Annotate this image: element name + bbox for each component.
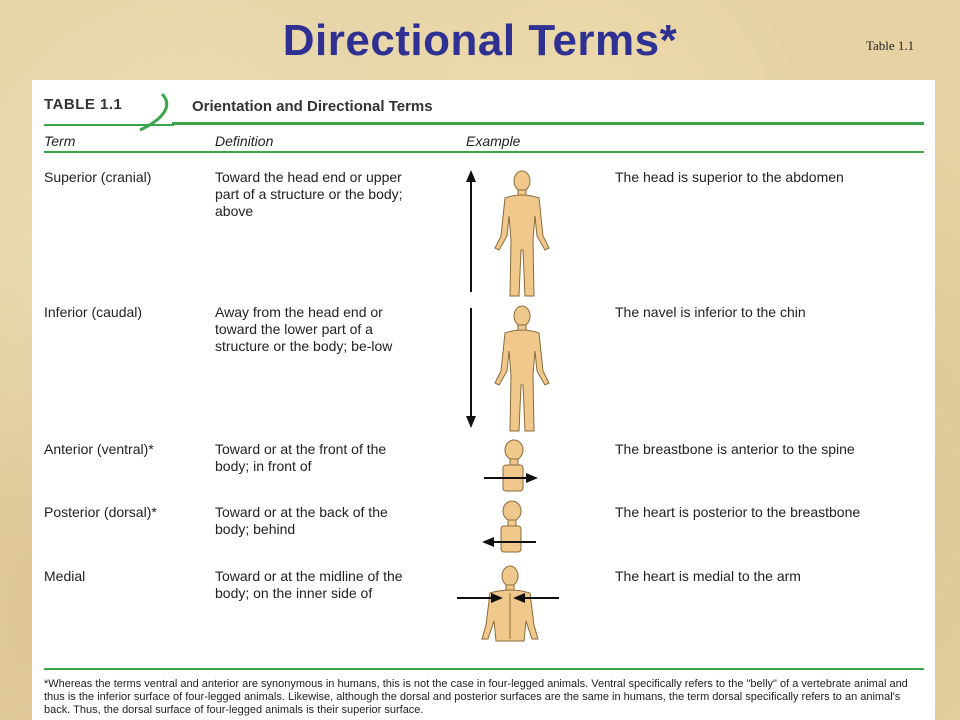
inward-arrows-icon	[457, 592, 559, 604]
definition-cell: Away from the head end or toward the lower part of a structure or the body; be-low	[215, 304, 393, 354]
human-figure-icon	[489, 170, 555, 300]
term-cell: Inferior (caudal)	[44, 304, 143, 320]
table-reference: Table 1.1	[866, 38, 915, 53]
header-rule-top	[172, 122, 924, 125]
definition-cell: Toward or at the midline of the body; on the inner side of	[215, 568, 403, 601]
definition-cell: Toward the head end or upper part of a structure or the body; above	[215, 169, 403, 219]
down-arrow-icon	[462, 306, 482, 431]
example-cell: The breastbone is anterior to the spine	[615, 441, 855, 457]
column-header-term: Term	[44, 133, 76, 149]
term-cell: Posterior (dorsal)*	[44, 504, 157, 520]
term-cell: Medial	[44, 568, 86, 584]
human-figure-icon	[489, 305, 555, 435]
table-panel	[32, 80, 935, 720]
term-cell: Anterior (ventral)*	[44, 441, 154, 457]
header-rule-left	[44, 124, 174, 126]
table-label: TABLE 1.1	[44, 96, 123, 113]
example-cell: The navel is inferior to the chin	[615, 304, 806, 320]
header-rule-bottom	[44, 151, 924, 153]
definition-cell: Toward or at the back of the body; behind	[215, 504, 388, 537]
right-arrow-icon	[484, 472, 539, 484]
table-footnote: *Whereas the terms ventral and anterior are synonymous in humans, this is not the case in four-legged animals. Ventral specifically refers to the "belly" of a vertebrate animal and thus is the inferior surface of four-legged animals. Likewise, although the dorsal and posterior surfaces are the same in humans, the term dorsal specifically refers to an animal's back. Thus, the dorsal surface of four-legged animals is their superior surface.	[44, 678, 908, 716]
column-header-definition: Definition	[215, 133, 274, 149]
example-cell: The head is superior to the abdomen	[615, 169, 844, 185]
up-arrow-icon	[462, 170, 482, 295]
table-title: Orientation and Directional Terms	[192, 98, 433, 115]
definition-cell: Toward or at the front of the body; in front of	[215, 441, 387, 474]
example-cell: The heart is medial to the arm	[615, 568, 801, 584]
left-arrow-icon	[482, 536, 537, 548]
slide-title: Directional Terms*	[282, 16, 678, 65]
human-back-icon	[478, 565, 542, 643]
column-header-example: Example	[466, 133, 521, 149]
human-profile-icon	[487, 440, 547, 492]
example-cell: The heart is posterior to the breastbone	[615, 504, 861, 520]
term-cell: Superior (cranial)	[44, 169, 152, 185]
table-bottom-rule	[44, 668, 924, 670]
